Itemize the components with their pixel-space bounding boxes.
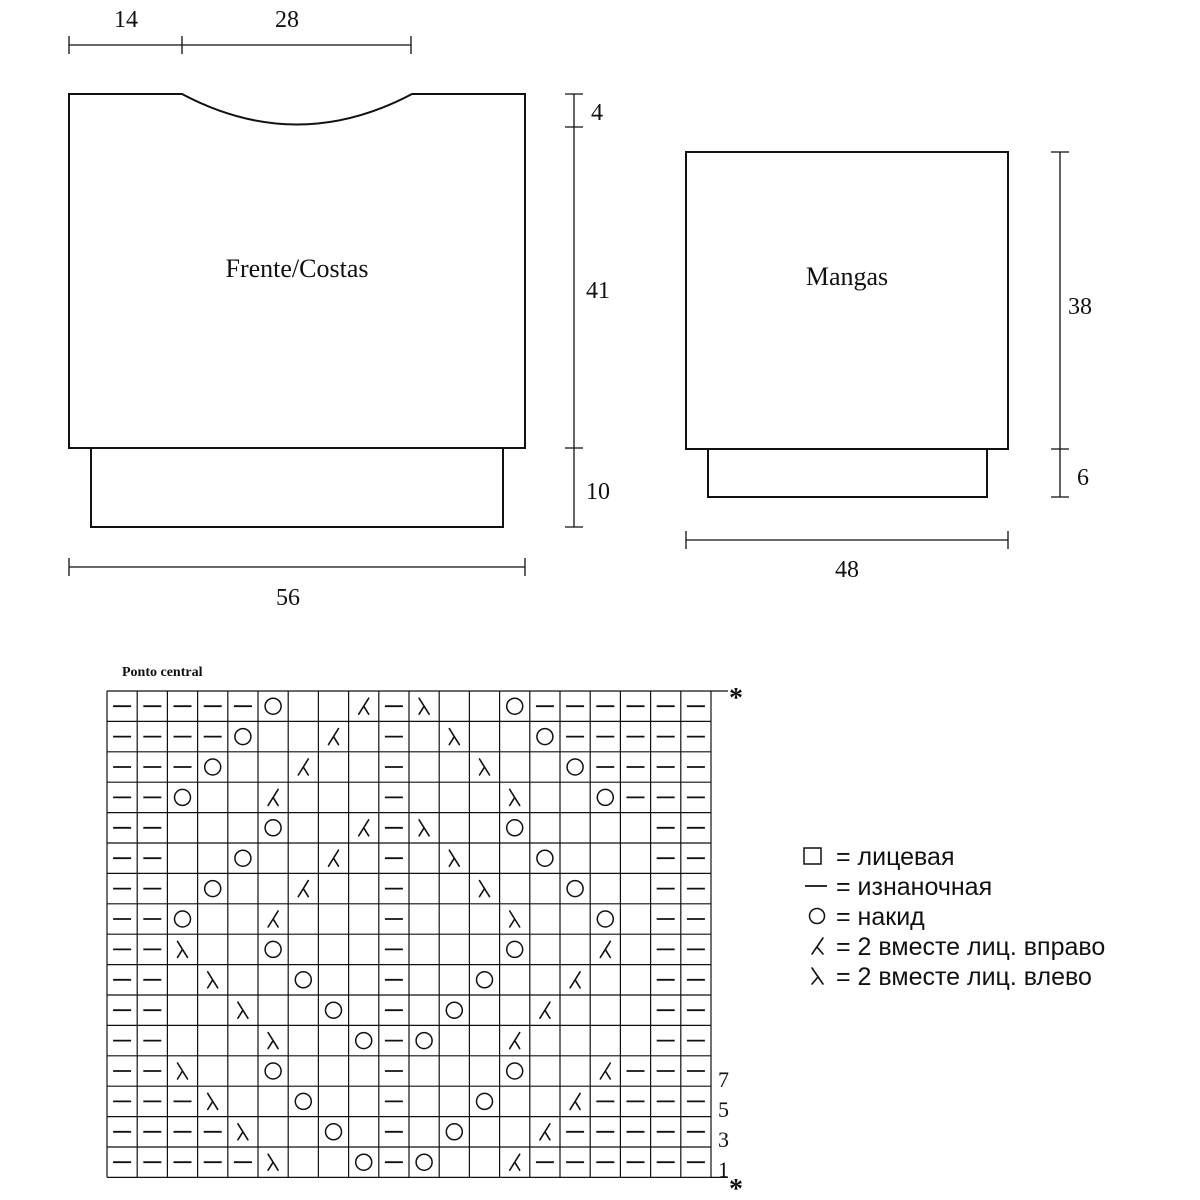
- body-title: Frente/Costas: [225, 254, 369, 283]
- k2tog-left-stitch: [178, 941, 188, 957]
- body-rib-length-label: 10: [586, 479, 610, 505]
- k2tog-left-stitch: [480, 881, 490, 897]
- row-label-3: 3: [718, 1127, 729, 1152]
- yarn-over-stitch: [265, 698, 281, 714]
- yarn-over-stitch: [175, 789, 191, 805]
- k2tog-left-stitch: [449, 850, 459, 866]
- body-width-label: 56: [276, 585, 300, 611]
- k2tog-right-stitch: [600, 1063, 610, 1079]
- k2tog-right-stitch: [268, 911, 278, 927]
- yarn-over-stitch: [567, 881, 583, 897]
- yarn-over-stitch: [295, 972, 311, 988]
- legend-text-k2tog-left: = 2 вместе лиц. влево: [836, 963, 1092, 991]
- chart-title: Ponto central: [122, 665, 203, 680]
- sleeve-rib-band: [708, 449, 987, 497]
- k2tog-left-stitch: [268, 1033, 278, 1049]
- k2tog-left-stitch: [449, 729, 459, 745]
- yarn-over-stitch: [326, 1124, 342, 1140]
- neck-width-label: 28: [275, 7, 299, 33]
- yarn-over-stitch: [507, 820, 523, 836]
- yarn-over-stitch: [326, 1002, 342, 1018]
- k2tog-left-stitch: [208, 972, 218, 988]
- chart-grid: [107, 691, 728, 1177]
- k2tog-right-stitch: [510, 1033, 520, 1049]
- yarn-over-stitch: [205, 881, 221, 897]
- k2tog-right-stitch: [359, 698, 369, 714]
- yarn-over-stitch: [537, 729, 553, 745]
- k2tog-left-stitch: [480, 759, 490, 775]
- yarn-over-stitch: [507, 941, 523, 957]
- k2tog-right-stitch: [359, 820, 369, 836]
- neck-depth-label: 4: [591, 100, 603, 126]
- stitch-chart: [107, 665, 743, 1200]
- sleeve-rib-length-label: 6: [1077, 465, 1089, 491]
- yarn-over-stitch: [235, 850, 251, 866]
- row-label-1: 1: [718, 1157, 729, 1182]
- k2tog-right-stitch: [540, 1002, 550, 1018]
- yarn-over-stitch: [175, 911, 191, 927]
- k2tog-right-stitch: [298, 881, 308, 897]
- legend-text-k2tog-right: = 2 вместе лиц. вправо: [836, 933, 1106, 961]
- sleeve-width-label: 48: [835, 557, 859, 583]
- repeat-marker-top: *: [729, 683, 743, 714]
- yarn-over-stitch: [446, 1002, 462, 1018]
- sleeve-schematic: [686, 152, 1092, 583]
- knit-square-icon: [804, 848, 821, 864]
- yarn-over-stitch: [537, 850, 553, 866]
- k2tog-right-stitch: [268, 789, 278, 805]
- yarn-over-stitch: [597, 911, 613, 927]
- yarn-over-stitch: [265, 941, 281, 957]
- k2tog-right-stitch: [600, 941, 610, 957]
- body-schematic: [69, 7, 610, 611]
- sleeve-length-label: 38: [1068, 294, 1092, 320]
- k2tog-right-stitch: [570, 1093, 580, 1109]
- yarn-over-stitch: [416, 1154, 432, 1170]
- yarn-over-stitch: [356, 1154, 372, 1170]
- yarn-over-stitch: [265, 820, 281, 836]
- legend-item: [812, 933, 1105, 961]
- yarn-over-circle-icon: [810, 909, 825, 924]
- row-label-5: 5: [718, 1097, 729, 1122]
- legend-text-knit: = лицевая: [836, 843, 955, 871]
- yarn-over-stitch: [597, 789, 613, 805]
- yarn-over-stitch: [265, 1063, 281, 1079]
- k2tog-right-stitch: [510, 1154, 520, 1170]
- repeat-marker-bottom: *: [729, 1174, 743, 1200]
- legend-text-purl: = изнаночная: [836, 873, 993, 901]
- legend-item: [804, 843, 954, 871]
- k2tog-right-stitch: [570, 972, 580, 988]
- yarn-over-stitch: [446, 1124, 462, 1140]
- chart-legend: [804, 843, 1105, 991]
- sleeve-panel-outline: [686, 152, 1008, 449]
- k2tog-left-stitch: [510, 789, 520, 805]
- k2tog-right-stitch: [329, 729, 339, 745]
- row-label-7: 7: [718, 1067, 729, 1092]
- k2tog-left-stitch: [208, 1093, 218, 1109]
- k2tog-left-stitch: [178, 1063, 188, 1079]
- yarn-over-stitch: [205, 759, 221, 775]
- k2tog-left-stitch: [238, 1002, 248, 1018]
- k2tog-right-icon: [812, 938, 823, 954]
- body-length-label: 41: [586, 278, 610, 304]
- k2tog-right-stitch: [329, 850, 339, 866]
- k2tog-right-stitch: [540, 1124, 550, 1140]
- chart-row-labels: [718, 1067, 729, 1182]
- legend-item: [812, 963, 1092, 991]
- k2tog-left-stitch: [419, 820, 429, 836]
- legend-text-yarn-over: = накид: [836, 903, 925, 931]
- yarn-over-stitch: [507, 698, 523, 714]
- sleeve-title: Mangas: [805, 262, 889, 291]
- k2tog-left-icon: [812, 968, 823, 984]
- k2tog-left-stitch: [419, 698, 429, 714]
- body-rib-band: [91, 448, 503, 527]
- yarn-over-stitch: [416, 1033, 432, 1049]
- yarn-over-stitch: [295, 1093, 311, 1109]
- legend-item: [810, 903, 926, 931]
- yarn-over-stitch: [235, 729, 251, 745]
- yarn-over-stitch: [477, 1093, 493, 1109]
- k2tog-left-stitch: [238, 1124, 248, 1140]
- legend-item: [805, 873, 992, 901]
- k2tog-left-stitch: [268, 1154, 278, 1170]
- k2tog-left-stitch: [510, 911, 520, 927]
- yarn-over-stitch: [356, 1033, 372, 1049]
- shoulder-width-label: 14: [114, 7, 138, 33]
- yarn-over-stitch: [507, 1063, 523, 1079]
- k2tog-right-stitch: [298, 759, 308, 775]
- yarn-over-stitch: [567, 759, 583, 775]
- yarn-over-stitch: [477, 972, 493, 988]
